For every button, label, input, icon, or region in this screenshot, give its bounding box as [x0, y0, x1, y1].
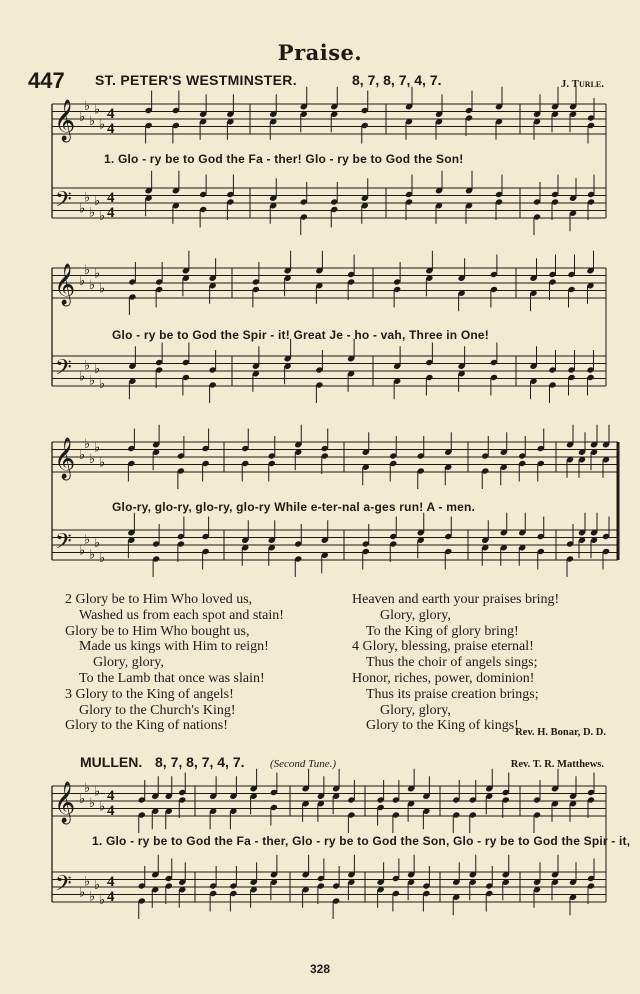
verse-line: 3 Glory to the King of angels!	[65, 686, 234, 702]
time-signature: 4	[107, 190, 115, 206]
flat-sign: ♭	[94, 102, 101, 118]
verse-line: Glory to the Church's King!	[79, 702, 236, 718]
flat-sign: ♭	[89, 113, 96, 129]
bass-clef: 𝄢	[55, 871, 72, 902]
flat-sign: ♭	[94, 784, 101, 800]
flat-sign: ♭	[89, 889, 96, 905]
verses-left	[65, 592, 284, 734]
bass-clef: 𝄢	[55, 355, 72, 386]
flat-sign: ♭	[89, 451, 96, 467]
flat-sign: ♭	[94, 362, 101, 377]
tune-name: ST. PETER'S WESTMINSTER.	[95, 72, 297, 88]
verse-line: To the Lamb that once was slain!	[79, 670, 265, 686]
verse-line: Washed us from each spot and stain!	[79, 607, 284, 623]
flat-sign: ♭	[99, 799, 106, 815]
flat-sign: ♭	[94, 536, 101, 551]
flat-sign: ♭	[89, 795, 96, 811]
verses-right	[352, 592, 559, 734]
second-tune-composer: Rev. T. R. Matthews.	[510, 759, 604, 770]
bass-clef: 𝄢	[55, 529, 72, 560]
flat-sign: ♭	[89, 205, 96, 221]
flat-sign: ♭	[84, 436, 91, 452]
flat-sign: ♭	[79, 274, 86, 289]
flat-sign: ♭	[94, 878, 101, 893]
composer: J. Turle.	[560, 78, 604, 90]
treble-clef: 𝄞	[54, 438, 76, 479]
time-signature: 4	[107, 121, 115, 137]
flat-sign: ♭	[99, 455, 106, 471]
flat-sign: ♭	[79, 885, 86, 901]
hymn-number: 447	[28, 68, 65, 93]
flat-sign: ♭	[94, 440, 101, 456]
flat-sign: ♭	[84, 190, 91, 206]
flat-sign: ♭	[99, 209, 106, 224]
flat-sign: ♭	[79, 201, 86, 217]
verse-line: Heaven and earth your praises bring!	[352, 592, 560, 607]
flat-sign: ♭	[84, 532, 91, 548]
treble-clef: 𝄞	[54, 264, 76, 305]
flat-sign: ♭	[84, 780, 91, 796]
verse-line: Glory to the King of nations!	[65, 718, 228, 734]
flat-sign: ♭	[99, 281, 106, 297]
flat-sign: ♭	[84, 98, 91, 114]
flat-sign: ♭	[89, 277, 96, 293]
section-title: Praise.	[277, 40, 363, 65]
flat-sign: ♭	[84, 358, 91, 374]
verse-line: Glory be to Him Who bought us,	[65, 623, 250, 639]
verse-line: Made us kings with Him to reign!	[79, 639, 269, 655]
second-tune-name: MULLEN.	[80, 754, 143, 770]
treble-clef: 𝄞	[54, 782, 76, 823]
flat-sign: ♭	[79, 448, 86, 463]
flat-sign: ♭	[99, 893, 106, 908]
meter: 8, 7, 8, 7, 4, 7.	[352, 72, 442, 88]
flat-sign: ♭	[94, 194, 101, 209]
flat-sign: ♭	[84, 874, 91, 890]
flat-sign: ♭	[99, 551, 106, 566]
flat-sign: ♭	[79, 792, 86, 807]
second-tune-lyrics: 1. Glo - ry be to God the Fa - ther, Glo - ry be to God the Son, Glo - ry be to God the Spir - it,	[92, 834, 631, 848]
page-number: 328	[309, 962, 331, 976]
second-tune-note: (Second Tune.)	[270, 758, 336, 770]
verse-line: Glory, glory,	[93, 655, 164, 671]
time-signature: 4	[107, 874, 115, 890]
flat-sign: ♭	[79, 543, 86, 559]
bass-clef: 𝄢	[55, 187, 72, 218]
time-signature: 4	[107, 889, 115, 905]
verse-line: Honor, riches, power, dominion!	[352, 670, 535, 686]
verse-line: To the King of glory bring!	[366, 623, 519, 639]
flat-sign: ♭	[79, 369, 86, 385]
lyric-line-1: 1. Glo - ry be to God the Fa - ther! Glo - ry be to God the Son!	[104, 152, 464, 166]
flat-sign: ♭	[94, 266, 101, 282]
treble-clef: 𝄞	[54, 100, 76, 141]
second-tune-meter: 8, 7, 8, 7, 4, 7.	[155, 754, 245, 770]
verse-line: Thus its praise creation brings;	[366, 686, 539, 702]
time-signature: 4	[107, 788, 115, 804]
verse-line: Glory to the King of kings!	[366, 718, 519, 734]
time-signature: 4	[107, 205, 115, 221]
lyric-line-3: Glo-ry, glo-ry, glo-ry, glo-ry While e-ter-nal a-ges run! A - men.	[112, 500, 476, 514]
flat-sign: ♭	[84, 262, 91, 278]
time-signature: 4	[107, 803, 115, 819]
flat-sign: ♭	[79, 110, 86, 125]
verse-line: 4 Glory, blessing, praise eternal!	[352, 639, 534, 655]
verse-line: Thus the choir of angels sings;	[366, 655, 538, 671]
verse-line: Glory, glory,	[380, 702, 451, 718]
verse-line: Glory, glory,	[380, 607, 451, 623]
author: Rev. H. Bonar, D. D.	[515, 727, 606, 738]
flat-sign: ♭	[99, 377, 106, 392]
flat-sign: ♭	[99, 117, 106, 133]
verse-line: 2 Glory be to Him Who loved us,	[65, 592, 253, 607]
time-signature: 4	[107, 106, 115, 122]
lyric-line-2: Glo - ry be to God the Spir - it! Great Je - ho - vah, Three in One!	[112, 328, 489, 342]
flat-sign: ♭	[89, 373, 96, 389]
flat-sign: ♭	[89, 547, 96, 563]
